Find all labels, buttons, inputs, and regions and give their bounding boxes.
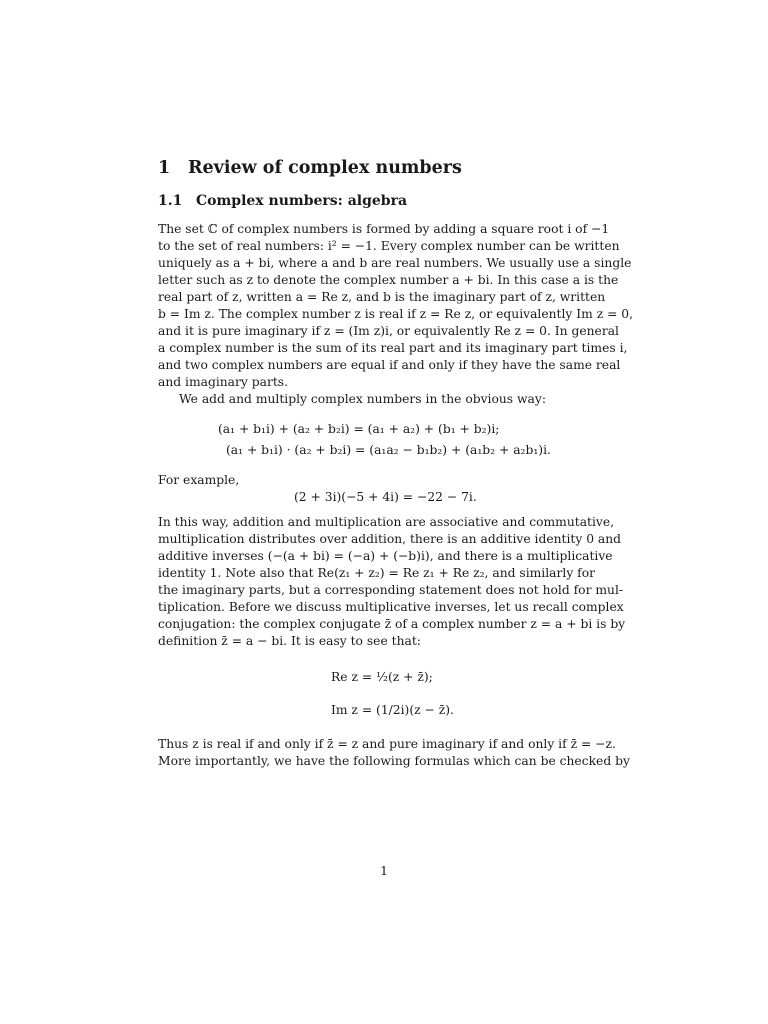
text-line: We add and multiply complex numbers in the obvious way: (179, 392, 546, 406)
equation-real-part: Re z = ½(z + z̄); (331, 670, 433, 684)
paragraph-conjugate (158, 736, 630, 770)
text-line: a complex number is the sum of its real part and its imaginary part times i, (158, 341, 628, 355)
equation-multiplication: (a₁ + b₁i) · (a₂ + b₂i) = (a₁a₂ − b₁b₂) + (a₁b₂ + a₂b₁)i. (226, 443, 551, 457)
text-line: More importantly, we have the following formulas which can be checked by (158, 754, 630, 768)
text-line: multiplication distributes over addition, there is an additive identity 0 and (158, 532, 622, 546)
text-line: In this way, addition and multiplication are associative and commutative, (158, 515, 615, 529)
for-example-text: For example, (158, 473, 240, 487)
text-line: Thus z is real if and only if z̄ = z and pure imaginary if and only if z̄ = −z. (158, 737, 616, 751)
text-line: identity 1. Note also that Re(z₁ + z₂) = Re z₁ + Re z₂, and similarly for (158, 566, 596, 580)
text-line: and imaginary parts. (158, 375, 288, 389)
paragraph-properties (158, 514, 626, 650)
page-number: 1 (380, 864, 388, 878)
subsection-heading (158, 193, 407, 209)
section-number: 1 (158, 158, 171, 178)
text-line: b = Im z. The complex number z is real if z = Re z, or equivalently Im z = 0, (158, 307, 634, 321)
paragraph-definitions (158, 221, 634, 408)
text-line: conjugation: the complex conjugate z̄ of a complex number z = a + bi is by (158, 617, 626, 631)
section-title: Review of complex numbers (188, 158, 462, 178)
text-line: and it is pure imaginary if z = (Im z)i, or equivalently Re z = 0. In general (158, 324, 619, 338)
equation-example: (2 + 3i)(−5 + 4i) = −22 − 7i. (294, 490, 477, 504)
text-line: to the set of real numbers: i² = −1. Every complex number can be written (158, 239, 620, 253)
text-line: the imaginary parts, but a corresponding statement does not hold for mul- (158, 583, 624, 597)
text-line: tiplication. Before we discuss multiplicative inverses, let us recall complex (158, 600, 624, 614)
equation-addition: (a₁ + b₁i) + (a₂ + b₂i) = (a₁ + a₂) + (b₁ + b₂)i; (218, 422, 500, 436)
subsection-title: Complex numbers: algebra (196, 193, 408, 209)
subsection-number: 1.1 (158, 193, 183, 209)
text-line: and two complex numbers are equal if and only if they have the same real (158, 358, 621, 372)
text-line: letter such as z to denote the complex number a + bi. In this case a is the (158, 273, 619, 287)
text-line: The set ℂ of complex numbers is formed by adding a square root i of −1 (158, 222, 610, 236)
text-line: definition z̄ = a − bi. It is easy to see that: (158, 634, 421, 648)
text-line: uniquely as a + bi, where a and b are real numbers. We usually use a single (158, 256, 632, 270)
text-line: additive inverses (−(a + bi) = (−a) + (−b)i), and there is a multiplicative (158, 549, 613, 563)
equation-imaginary-part: Im z = (1/2i)(z − z̄). (331, 703, 454, 717)
text-line: real part of z, written a = Re z, and b is the imaginary part of z, written (158, 290, 606, 304)
section-heading (158, 158, 462, 178)
